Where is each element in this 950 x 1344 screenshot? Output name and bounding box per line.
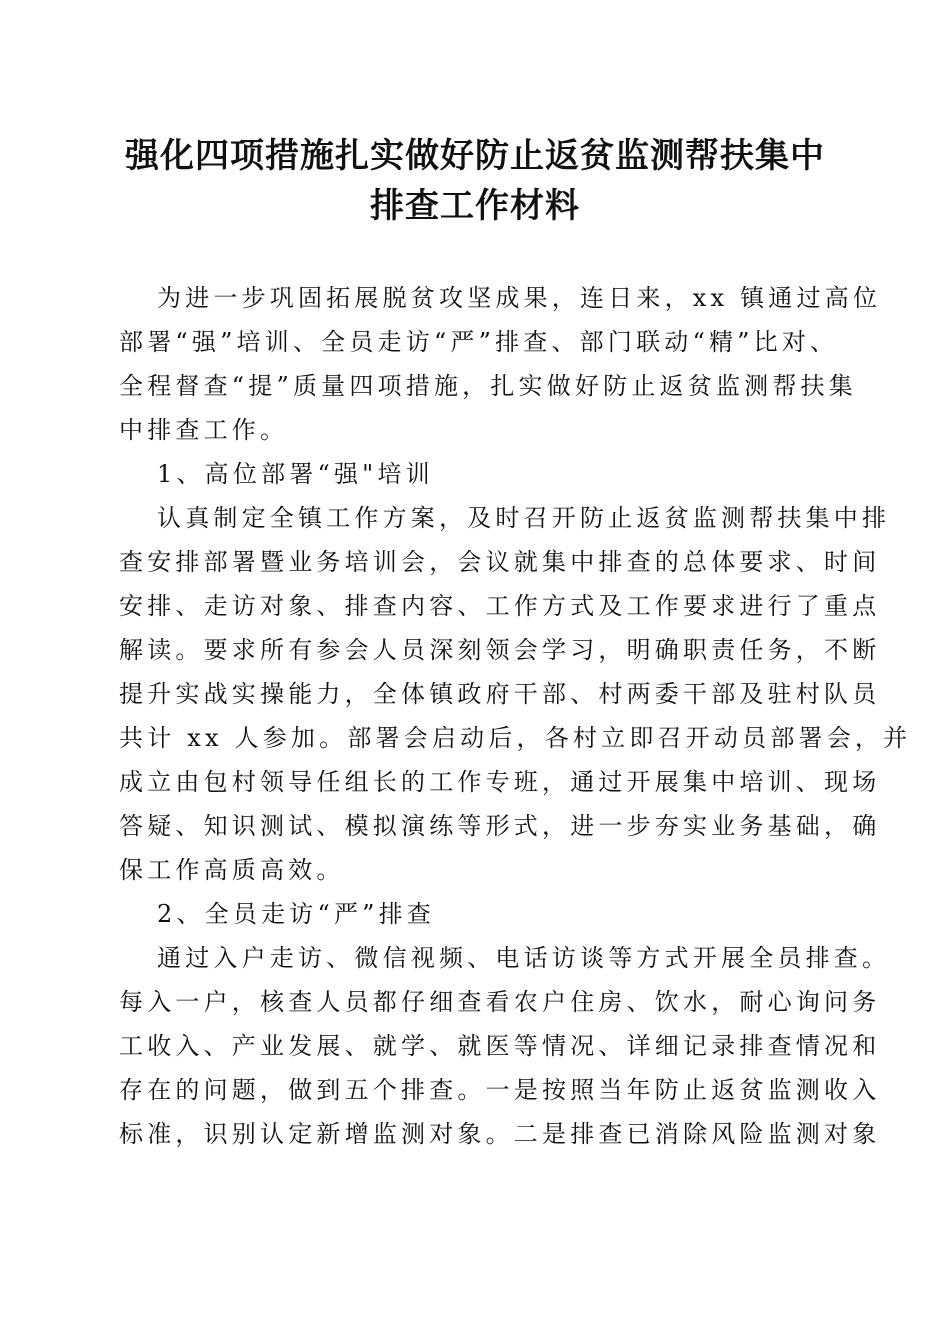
section-2-paragraph-line: 存在的问题，做到五个排查。一是按照当年防止返贫监测收入 bbox=[119, 1076, 881, 1104]
intro-paragraph-line: 全程督查“提”质量四项措施，扎实做好防止返贫监测帮扶集 bbox=[119, 372, 857, 400]
intro-paragraph-line: 为进一步巩固拓展脱贫攻坚成果，连日来，xx 镇通过高位 bbox=[157, 284, 882, 312]
section-1-paragraph-line: 认真制定全镇工作方案，及时召开防止返贫监测帮扶集中排 bbox=[157, 504, 891, 532]
section-1-paragraph-line: 保工作高质高效。 bbox=[119, 856, 345, 884]
section-1-paragraph-line: 提升实战实操能力，全体镇政府干部、村两委干部及驻村队员 bbox=[119, 680, 881, 708]
section-2-paragraph-line: 工收入、产业发展、就学、就医等情况、详细记录排查情况和 bbox=[119, 1032, 881, 1060]
section-2-paragraph-line: 标准，识别认定新增监测对象。二是排查已消除风险监测对象 bbox=[119, 1120, 881, 1148]
section-1-paragraph-line: 成立由包村领导任组长的工作专班，通过开展集中培训、现场 bbox=[119, 768, 881, 796]
document-title-line-2: 排查工作材料 bbox=[370, 186, 580, 226]
intro-paragraph-line: 中排查工作。 bbox=[119, 416, 289, 444]
section-1-paragraph-line: 答疑、知识测试、模拟演练等形式，进一步夯实业务基础，确 bbox=[119, 812, 881, 840]
section-heading-2: 2、全员走访“严”排查 bbox=[157, 900, 436, 928]
section-1-paragraph-line: 安排、走访对象、排查内容、工作方式及工作要求进行了重点 bbox=[119, 592, 881, 620]
section-1-paragraph-line: 共计 xx 人参加。部署会启动后，各村立即召开动员部署会，并 bbox=[119, 724, 912, 752]
section-2-paragraph-line: 通过入户走访、微信视频、电话访谈等方式开展全员排查。 bbox=[157, 944, 891, 972]
section-1-paragraph-line: 查安排部署暨业务培训会，会议就集中排查的总体要求、时间 bbox=[119, 548, 881, 576]
section-1-paragraph-line: 解读。要求所有参会人员深刻领会学习，明确职责任务，不断 bbox=[119, 636, 881, 664]
intro-paragraph-line: 部署“强”培训、全员走访“严”排查、部门联动“精”比对、 bbox=[119, 328, 839, 356]
section-heading-1: 1、高位部署“强"培训 bbox=[157, 460, 434, 488]
section-2-paragraph-line: 每入一户，核查人员都仔细查看农户住房、饮水，耐心询问务 bbox=[119, 988, 881, 1016]
document-title-line-1: 强化四项措施扎实做好防止返贫监测帮扶集中 bbox=[125, 136, 825, 176]
